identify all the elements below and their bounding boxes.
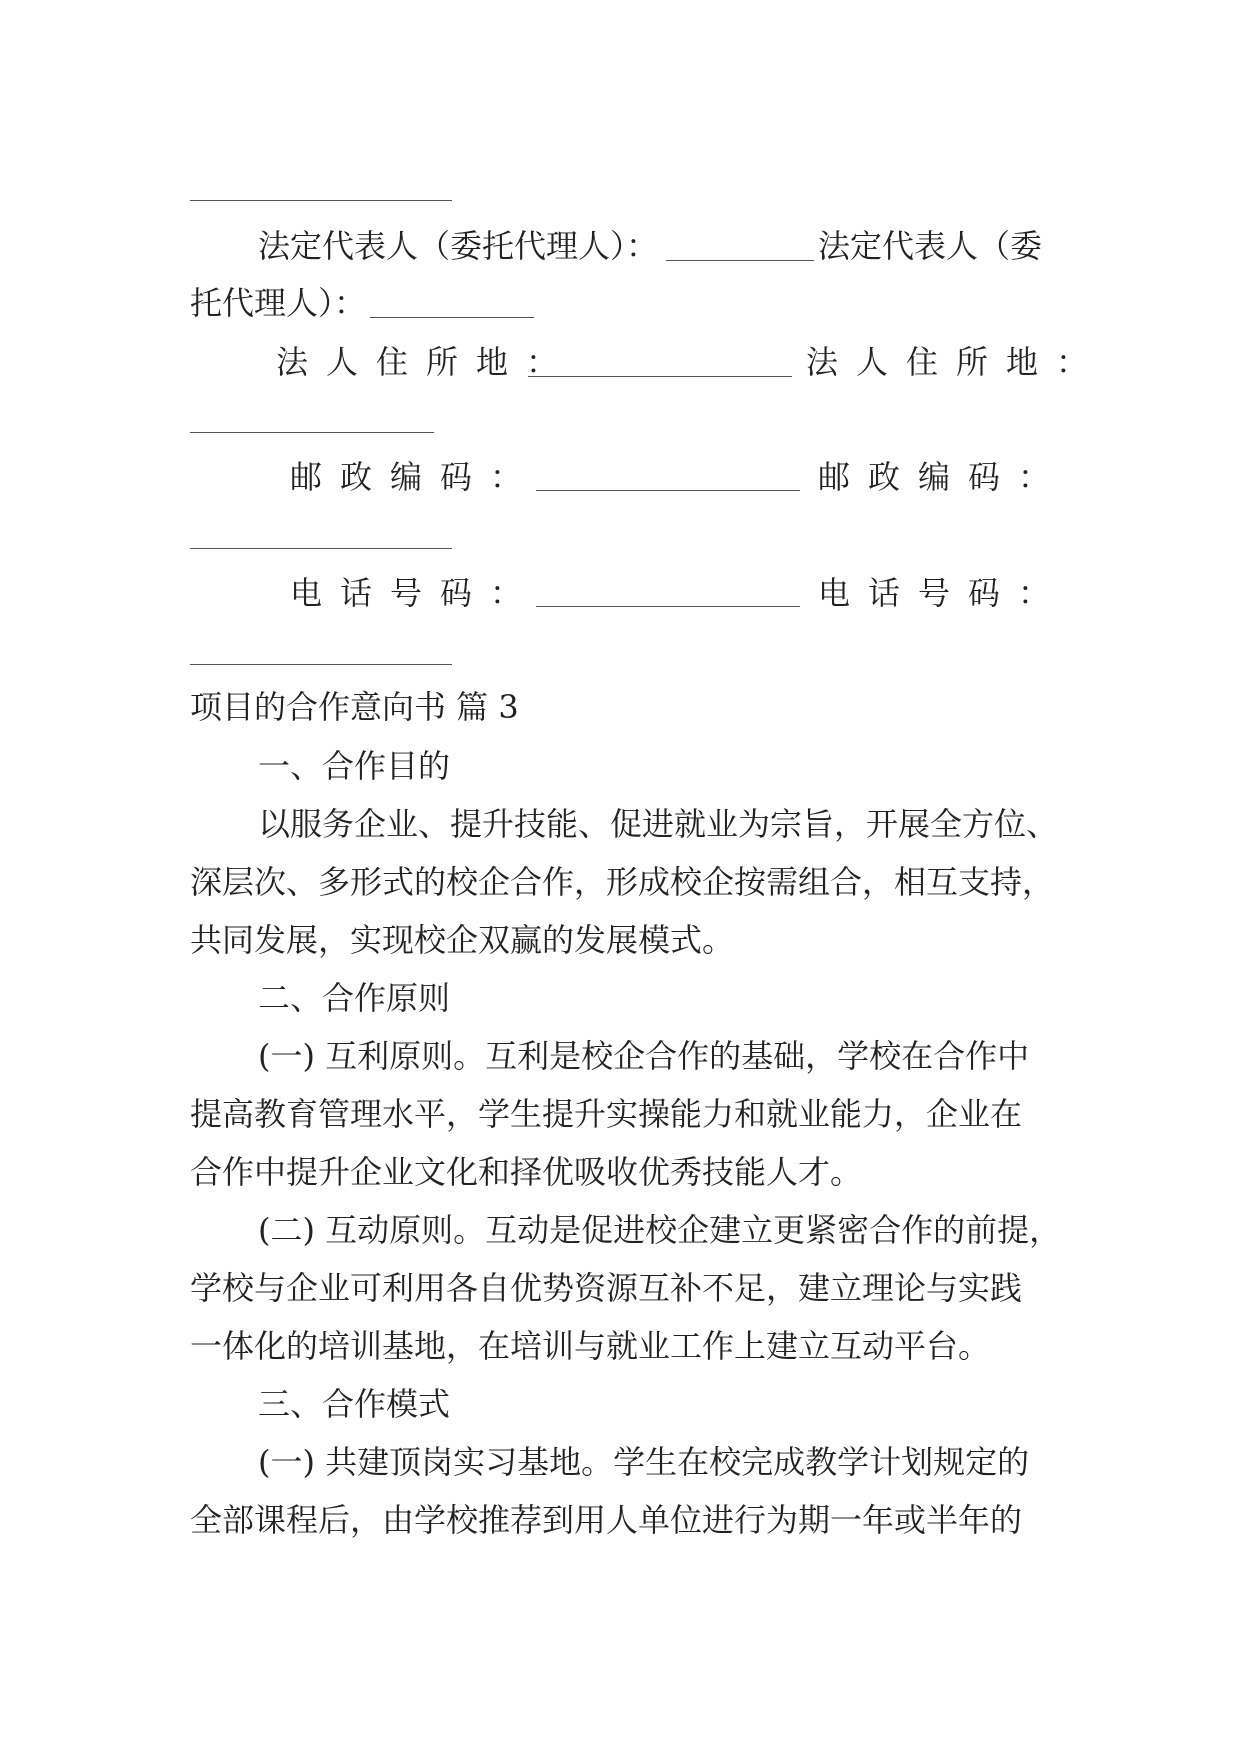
postcode-label-b: 邮政编码：	[818, 458, 1069, 496]
address-blank-b[interactable]	[190, 432, 434, 433]
phone-blank-b[interactable]	[190, 664, 452, 665]
rep-label-b-cont: 托代理人）：	[190, 284, 367, 322]
paragraph-line: 全部课程后，由学校推荐到用人单位进行为期一年或半年的	[190, 1501, 1023, 1539]
phone-blank-a[interactable]	[536, 606, 800, 607]
phone-label-b: 电话号码：	[818, 574, 1069, 612]
paragraph-line: 学校与企业可利用各自优势资源互补不足，建立理论与实践	[190, 1269, 1023, 1307]
rep-label-a: 法定代表人（委托代理人）：	[258, 227, 659, 265]
address-label-a: 法人住所地：	[276, 343, 577, 381]
paragraph-line: (二) 互动原则。互动是促进校企建立更紧密合作的前提，	[258, 1211, 1062, 1249]
postcode-blank-b[interactable]	[190, 548, 452, 549]
paragraph-line: 深层次、多形式的校企合作，形成校企按需组合，相互支持，	[190, 863, 1055, 901]
heading-mode: 三、合作模式	[258, 1385, 451, 1423]
phone-label-a: 电话号码：	[290, 574, 541, 612]
paragraph-line: 合作中提升企业文化和择优吸收优秀技能人才。	[190, 1153, 863, 1191]
address-label-b: 法人住所地：	[806, 343, 1107, 381]
paragraph-line: (一) 共建顶岗实习基地。学生在校完成教学计划规定的	[258, 1443, 1030, 1481]
paragraph-line: (一) 互利原则。互利是校企合作的基础，学校在合作中	[258, 1037, 1030, 1075]
rep-blank-b[interactable]	[370, 317, 534, 318]
rep-label-b: 法定代表人（委	[818, 227, 1043, 265]
section-title: 项目的合作意向书 篇 3	[190, 688, 519, 726]
postcode-label-a: 邮政编码：	[290, 458, 541, 496]
postcode-blank-a[interactable]	[536, 490, 800, 491]
heading-purpose: 一、合作目的	[258, 747, 451, 785]
paragraph-line: 提高教育管理水平，学生提升实操能力和就业能力，企业在	[190, 1095, 1023, 1133]
paragraph-line: 共同发展，实现校企双赢的发展模式。	[190, 921, 735, 959]
blank-line	[190, 200, 452, 201]
rep-blank-a[interactable]	[666, 260, 814, 261]
heading-principles: 二、合作原则	[258, 979, 451, 1017]
paragraph-line: 以服务企业、提升技能、促进就业为宗旨，开展全方位、	[258, 805, 1059, 843]
paragraph-line: 一体化的培训基地，在培训与就业工作上建立互动平台。	[190, 1327, 991, 1365]
address-blank-a[interactable]	[528, 376, 792, 377]
